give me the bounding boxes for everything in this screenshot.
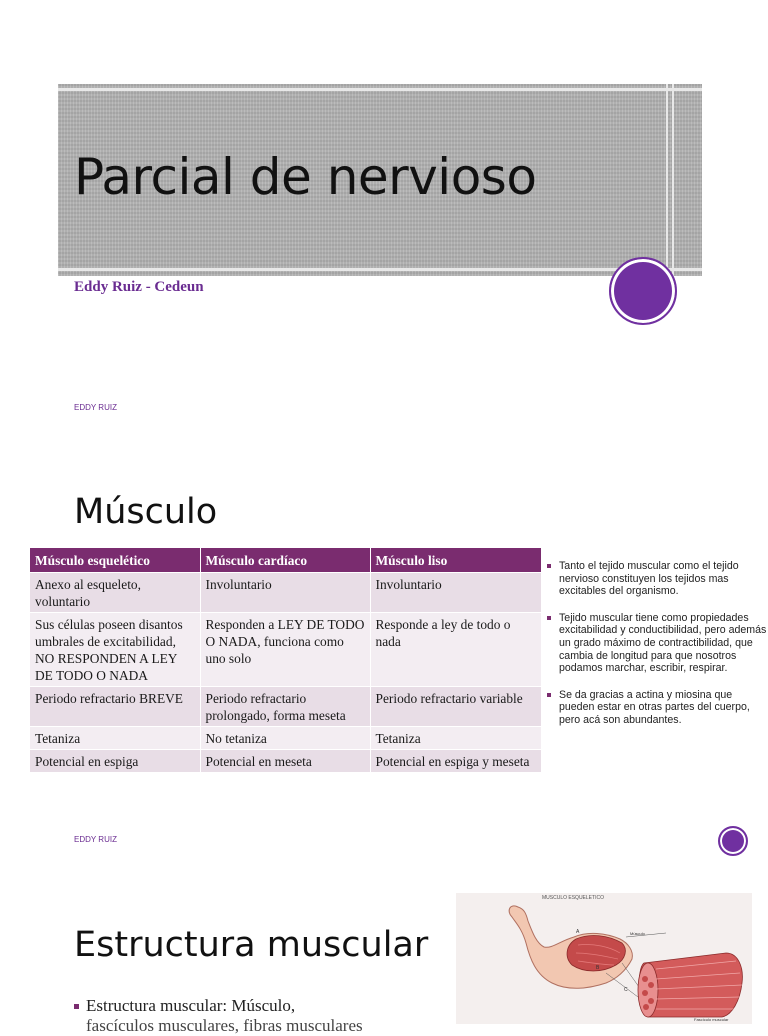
table-cell: Involuntario	[370, 573, 541, 613]
muscle-comparison-table	[30, 548, 542, 772]
title-band-vertical-rule	[672, 84, 674, 276]
table-cell: Potencial en espiga	[30, 750, 200, 773]
list-item	[545, 689, 767, 727]
figure-caption: MUSCULO ESQUELETICO	[542, 895, 604, 901]
table-cell: Responden a LEY DE TODO O NADA, funciona como uno solo	[200, 613, 370, 687]
table-cell: Tetaniza	[30, 727, 200, 750]
table-row	[30, 573, 541, 613]
table-cell: No tetaniza	[200, 727, 370, 750]
table-cell: Anexo al esqueleto, voluntario	[30, 573, 200, 613]
column-header: Músculo esquelético	[30, 548, 200, 573]
title-band-top-rule	[58, 88, 702, 91]
list-item-text: Estructura muscular: Músculo,	[86, 996, 296, 1015]
title-band-bottom-rule	[58, 268, 702, 271]
table-cell: Periodo refractario BREVE	[30, 687, 200, 727]
table-header-row	[30, 548, 541, 573]
fascicle-dot	[648, 998, 654, 1004]
table-cell: Periodo refractario variable	[370, 687, 541, 727]
table-cell: Involuntario	[200, 573, 370, 613]
bullet-square-icon	[547, 616, 551, 620]
table-cell: Potencial en espiga y meseta	[370, 750, 541, 773]
bullet-square-icon	[547, 693, 551, 697]
fascicle-dot	[648, 982, 654, 988]
column-header: Músculo liso	[370, 548, 541, 573]
slide-title: Músculo	[74, 492, 218, 532]
figure-label-b: B	[596, 965, 600, 971]
list-item-text: fascículos musculares, fibras musculares	[86, 1016, 363, 1035]
bullet-list	[545, 560, 767, 741]
title-band-vertical-rule	[666, 84, 668, 276]
figure-label-a: A	[576, 929, 580, 935]
list-item-text: Tejido muscular tiene como propiedades excitabilidad y conductibilidad, pero además un grado máximo de contractibilidad, que cambia de longitud para que nosotros podamos marchar, escribir, respirar.	[559, 611, 767, 675]
author-subtitle: Eddy Ruiz - Cedeun	[74, 279, 204, 295]
column-header: Músculo cardíaco	[200, 548, 370, 573]
slide-footer: EDDY RUIZ	[74, 403, 117, 412]
decorative-circle-icon	[609, 257, 677, 325]
table-cell: Sus células poseen disantos umbrales de excitabilidad, NO RESPONDEN A LEY DE TODO O NADA	[30, 613, 200, 687]
slide-footer: EDDY RUIZ	[74, 835, 117, 844]
figure-label-c: C	[624, 987, 628, 993]
list-item	[545, 612, 767, 675]
table-row	[30, 750, 541, 773]
list-item	[545, 560, 767, 598]
fascicle-dot	[642, 976, 648, 982]
decorative-circle-icon	[718, 826, 748, 856]
fascicle-dot	[643, 1004, 649, 1010]
figure-label-fasciculo: Fascículo muscular	[694, 1017, 729, 1022]
table-row	[30, 687, 541, 727]
table-row	[30, 613, 541, 687]
figure-label-musculo: Músculo	[630, 931, 645, 936]
slide-title: Parcial de nervioso	[74, 148, 537, 206]
fascicle-dot	[642, 990, 648, 996]
arm-muscle-icon	[456, 893, 752, 1024]
table-cell: Responde a ley de todo o nada	[370, 613, 541, 687]
bullet-square-icon	[74, 1004, 79, 1009]
table-cell: Periodo refractario prolongado, forma meseta	[200, 687, 370, 727]
table-cell: Potencial en meseta	[200, 750, 370, 773]
table-cell: Tetaniza	[370, 727, 541, 750]
table-row	[30, 727, 541, 750]
list-item	[74, 996, 386, 1036]
muscle-anatomy-illustration	[456, 893, 752, 1024]
list-item-text: Tanto el tejido muscular como el tejido nervioso constituyen los tejidos mas excitables del organismo.	[559, 560, 739, 598]
list-item-text: Se da gracias a actina y miosina que pueden estar en otras partes del cuerpo, pero acá son abundantes.	[559, 688, 750, 726]
bullet-square-icon	[547, 564, 551, 568]
slide-title: Estructura muscular	[74, 925, 429, 965]
